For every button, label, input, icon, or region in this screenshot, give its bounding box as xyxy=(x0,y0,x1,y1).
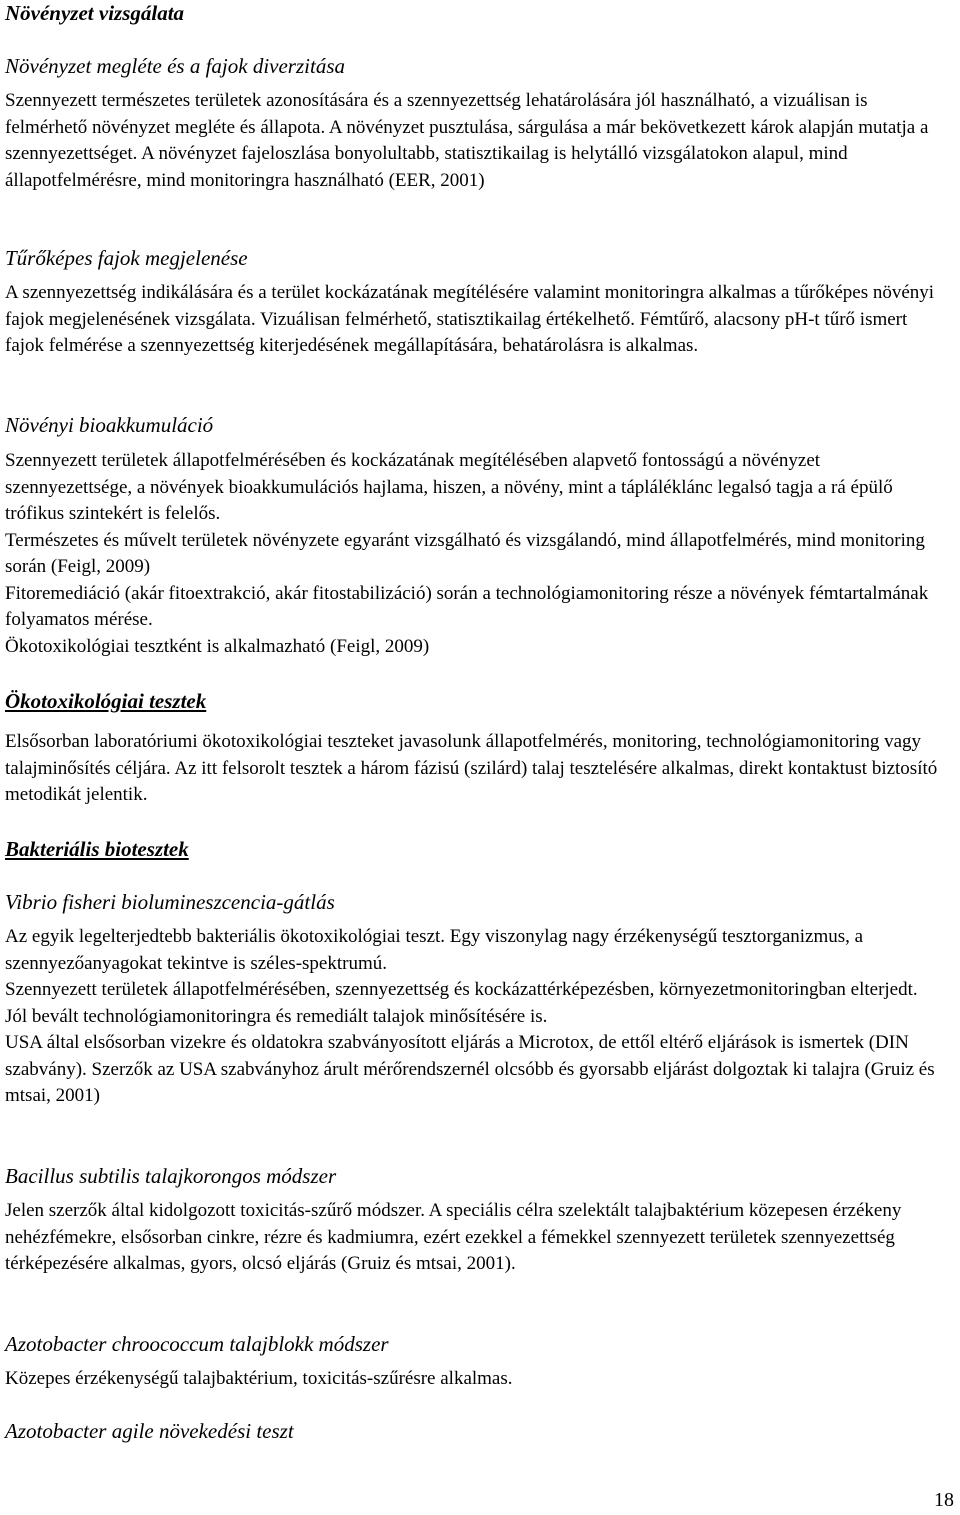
paragraph-bioaccumulation-1: Szennyezett területek állapotfelmérésében és kockázatának megítélésében alapvető fontosságú a növényzet szennyezettsége, a növények bioakkumulációs hajlama, hiszen, a növény, mint a tápláléklánc legalsó tagja a rá épülő trófikus szintekért is felelős. xyxy=(5,450,893,524)
page-number: 18 xyxy=(934,1489,954,1511)
vibrio-body xyxy=(5,924,957,1110)
paragraph-ecotox-tests: Elsősorban laboratóriumi ökotoxikológiai teszteket javasolunk állapotfelmérés, monitoring, technológiamonitoring vagy talajminősítés céljára. Az itt felsorolt tesztek a három fázisú (szilárd) talaj tesztelésére alkalmas, direkt kontaktust biztosító metodikát jelentik. xyxy=(5,731,938,805)
section-heading-plant-presence: Növényzet megléte és a fajok diverzitása xyxy=(5,54,345,78)
paragraph-tolerant-species: A szennyezettség indikálására és a terület kockázatának megítélésére valamint monitoringra alkalmas a tűrőképes növényi fajok megjelenésének vizsgálata. Vizuálisan felmérhető, statisztikailag értékelhető. Fémtűrő, alacsony pH-t tűrő ismert fajok felmérése a szennyezettség kiterjedésének megállapítására, behatárolásra is alkalmas. xyxy=(5,282,935,356)
paragraph-bioaccumulation-4: Ökotoxikológiai tesztként is alkalmazható (Feigl, 2009) xyxy=(5,635,430,657)
paragraph-bioaccumulation-2: Természetes és művelt területek növényzete egyaránt vizsgálható és vizsgálandó, mind állapotfelmérés, mind monitoring során (Feigl, 2009) xyxy=(5,529,925,577)
paragraph-vibrio-1: Az egyik legelterjedtebb bakteriális ökotoxikológiai teszt. Egy viszonylag nagy érzékenységű tesztorganizmus, a szennyezőanyagokat tekintve is széles-spektrumú. xyxy=(5,926,864,974)
section-heading-bacterial-biotests: Bakteriális biotesztek xyxy=(5,837,189,861)
paragraph-vibrio-3: Jól bevált technológiamonitoringra és remediált talajok minősítésére is. xyxy=(5,1005,548,1027)
paragraph-azotobacter-chroococcum: Közepes érzékenységű talajbaktérium, toxicitás-szűrésre alkalmas. xyxy=(5,1368,513,1389)
section-heading-bioaccumulation: Növényi bioakkumuláció xyxy=(5,413,214,437)
paragraph-vibrio-2: Szennyezett területek állapotfelmérésében, szennyezettség és kockázattérképezésben, környezetmonitoringban elterjedt. xyxy=(5,979,918,1000)
section-heading-azotobacter-agile: Azotobacter agile növekedési teszt xyxy=(5,1419,294,1443)
section-heading-bacillus-subtilis: Bacillus subtilis talajkorongos módszer xyxy=(5,1164,337,1188)
section-heading-azotobacter-chroococcum: Azotobacter chroococcum talajblokk módszer xyxy=(5,1332,389,1356)
paragraph-bioaccumulation-3: Fitoremediáció (akár fitoextrakció, akár fitostabilizáció) során a technológiamonitoring része a növények fémtartalmának folyamatos mérése. xyxy=(5,582,929,630)
paragraph-vibrio-4: USA által elsősorban vizekre és oldatokra szabványosított eljárás a Microtox, de ettől eltérő eljárások is ismertek (DIN szabvány). Szerzők az USA szabványhoz árult mérőrendszernél olcsóbb és gyorsabb eljárást dolgoztak ki talajra (Gruiz és mtsai, 2001) xyxy=(5,1032,935,1106)
bioaccumulation-body xyxy=(5,448,950,660)
section-heading-vibrio-fisheri: Vibrio fisheri biolumineszcencia-gátlás xyxy=(5,890,335,914)
page-title: Növényzet vizsgálata xyxy=(5,1,185,25)
section-heading-ecotox-tests: Ökotoxikológiai tesztek xyxy=(5,689,207,713)
paragraph-bacillus-subtilis: Jelen szerzők által kidolgozott toxicitás-szűrő módszer. A speciális célra szelektált talajbaktérium közepesen érzékeny nehézfémekre, elsősorban cinkre, rézre és kadmiumra, ezért ezekkel a fémekkel szennyezett területek szennyezettség térképezésére alkalmas, gyors, olcsó eljárás (Gruiz és mtsai, 2001). xyxy=(5,1200,902,1274)
section-heading-tolerant-species: Tűrőképes fajok megjelenése xyxy=(5,246,248,270)
paragraph-plant-presence: Szennyezett természetes területek azonosítására és a szennyezettség lehatárolására jól használható, a vizuálisan is felmérhető növényzet megléte és állapota. A növényzet pusztulása, sárgulása a már bekövetkezett károk alapján mutatja a szennyezettséget. A növényzet fajeloszlása bonyolultabb, statisztikailag is helytálló vizsgálatokon alapul, mind állapotfelmérésre, mind monitoringra használható (EER, 2001) xyxy=(5,90,929,191)
